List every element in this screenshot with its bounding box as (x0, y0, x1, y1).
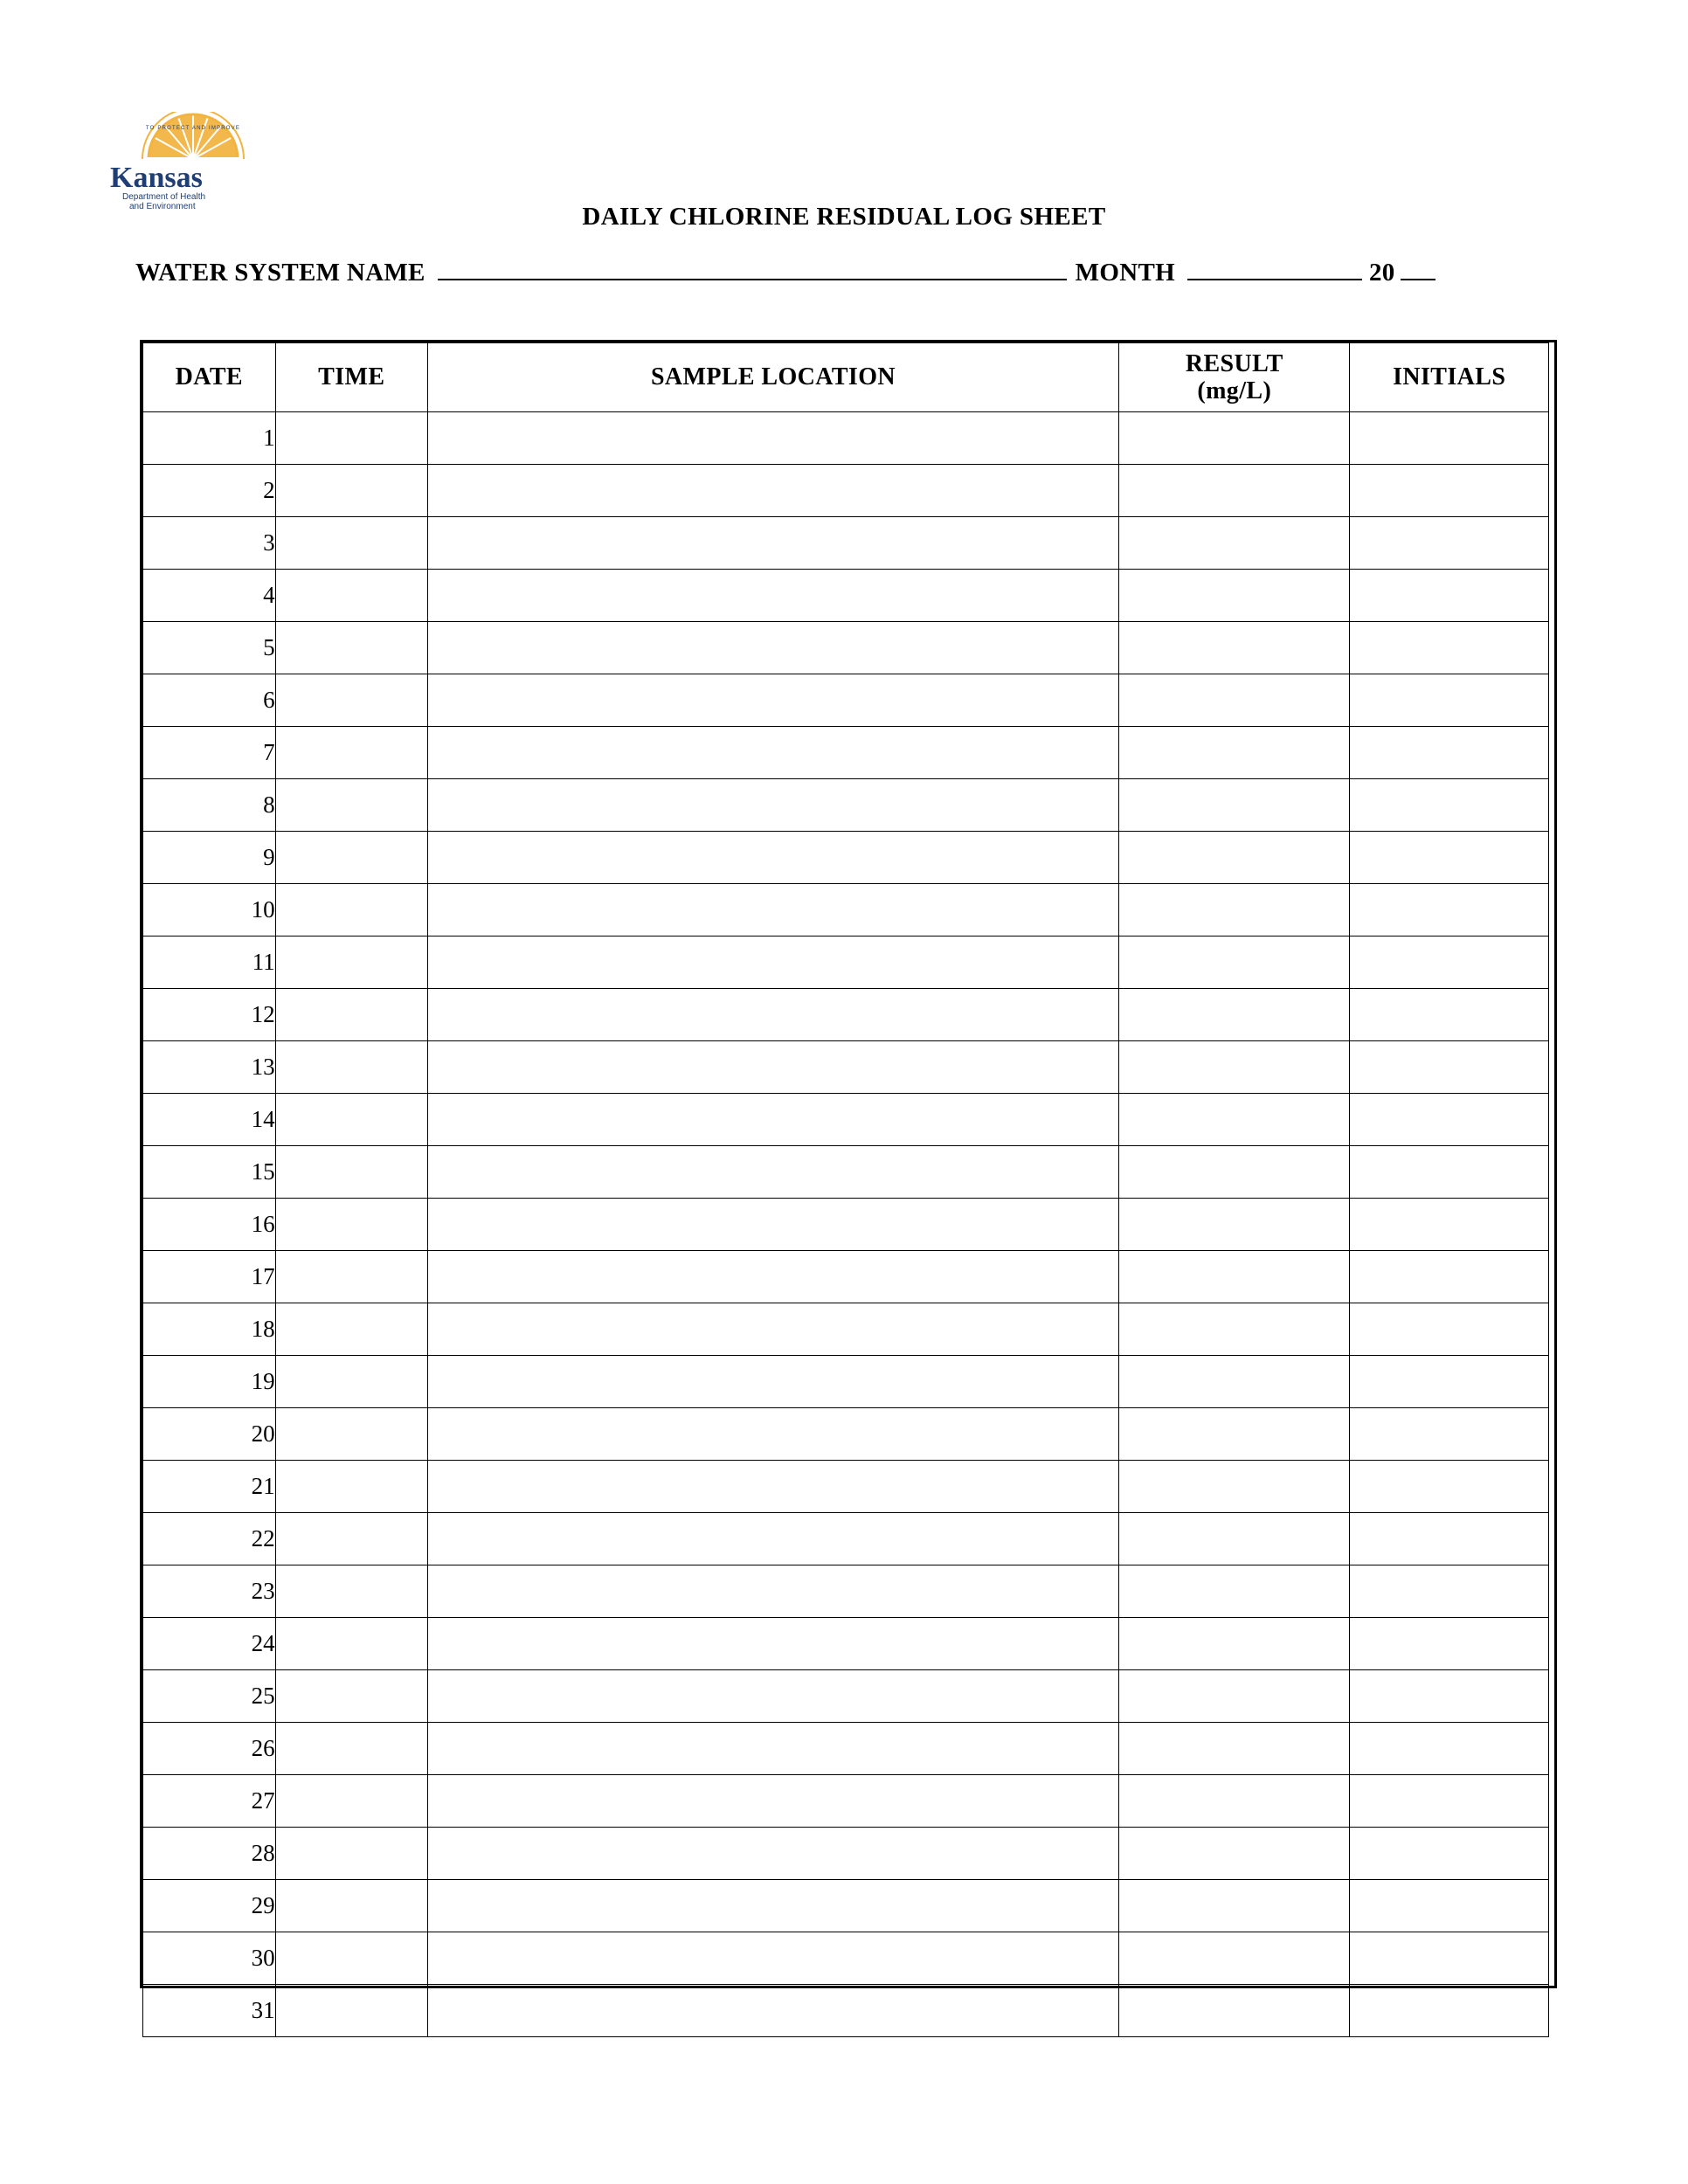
cell-sample-location[interactable] (427, 936, 1118, 989)
cell-result[interactable] (1119, 1723, 1350, 1775)
cell-time[interactable] (275, 1041, 427, 1094)
cell-initials[interactable] (1350, 1094, 1549, 1146)
cell-time[interactable] (275, 832, 427, 884)
cell-result[interactable] (1119, 1408, 1350, 1461)
cell-result[interactable] (1119, 622, 1350, 674)
cell-date: 4 (143, 570, 276, 622)
cell-initials[interactable] (1350, 1146, 1549, 1199)
table-row (143, 1461, 1549, 1513)
table-row (143, 1670, 1549, 1723)
cell-initials[interactable] (1350, 1618, 1549, 1670)
cell-initials[interactable] (1350, 832, 1549, 884)
cell-date: 11 (143, 936, 276, 989)
svg-text:Department of Health: Department of Health (122, 192, 206, 202)
water-system-name-label: WATER SYSTEM NAME (135, 259, 425, 287)
column-header-time: TIME (275, 343, 427, 412)
cell-result[interactable] (1119, 1146, 1350, 1199)
cell-sample-location[interactable] (427, 1618, 1118, 1670)
cell-result[interactable] (1119, 1513, 1350, 1565)
cell-initials[interactable] (1350, 1513, 1549, 1565)
cell-initials[interactable] (1350, 1199, 1549, 1251)
cell-sample-location[interactable] (427, 1356, 1118, 1408)
cell-initials[interactable] (1350, 570, 1549, 622)
cell-sample-location[interactable] (427, 1094, 1118, 1146)
year-prefix: 20 (1368, 259, 1395, 287)
cell-initials[interactable] (1350, 884, 1549, 936)
cell-result[interactable] (1119, 1199, 1350, 1251)
cell-initials[interactable] (1350, 1041, 1549, 1094)
cell-initials[interactable] (1350, 727, 1549, 779)
cell-initials[interactable] (1350, 1670, 1549, 1723)
cell-initials[interactable] (1350, 1303, 1549, 1356)
cell-date: 24 (143, 1618, 276, 1670)
cell-date: 3 (143, 517, 276, 570)
cell-time[interactable] (275, 1408, 427, 1461)
table-row (143, 412, 1549, 465)
chlorine-residual-log-table (142, 342, 1549, 2037)
cell-date: 8 (143, 779, 276, 832)
cell-initials[interactable] (1350, 1985, 1549, 2037)
cell-result[interactable] (1119, 779, 1350, 832)
cell-date: 22 (143, 1513, 276, 1565)
table-row (143, 1408, 1549, 1461)
cell-time[interactable] (275, 1670, 427, 1723)
cell-sample-location[interactable] (427, 1146, 1118, 1199)
cell-date: 7 (143, 727, 276, 779)
cell-sample-location[interactable] (427, 1880, 1118, 1932)
cell-date: 5 (143, 622, 276, 674)
cell-time[interactable] (275, 1775, 427, 1828)
cell-time[interactable] (275, 1146, 427, 1199)
cell-result[interactable] (1119, 1880, 1350, 1932)
cell-date: 17 (143, 1251, 276, 1303)
cell-result[interactable] (1119, 1775, 1350, 1828)
cell-sample-location[interactable] (427, 465, 1118, 517)
year-input[interactable] (1401, 278, 1435, 280)
cell-time[interactable] (275, 1828, 427, 1880)
table-row (143, 1880, 1549, 1932)
cell-date: 21 (143, 1461, 276, 1513)
table-row (143, 832, 1549, 884)
table-row (143, 1723, 1549, 1775)
table-row (143, 674, 1549, 727)
cell-time[interactable] (275, 1513, 427, 1565)
table-row (143, 1356, 1549, 1408)
cell-result[interactable] (1119, 727, 1350, 779)
cell-date: 27 (143, 1775, 276, 1828)
cell-result[interactable] (1119, 1251, 1350, 1303)
cell-result[interactable] (1119, 1618, 1350, 1670)
svg-text:and Environment: and Environment (129, 202, 196, 211)
cell-sample-location[interactable] (427, 779, 1118, 832)
cell-initials[interactable] (1350, 779, 1549, 832)
table-row (143, 1303, 1549, 1356)
cell-sample-location[interactable] (427, 1251, 1118, 1303)
table-row (143, 1618, 1549, 1670)
cell-sample-location[interactable] (427, 1985, 1118, 2037)
cell-initials[interactable] (1350, 989, 1549, 1041)
cell-initials[interactable] (1350, 1408, 1549, 1461)
month-label: MONTH (1075, 259, 1175, 287)
cell-date: 15 (143, 1146, 276, 1199)
cell-sample-location[interactable] (427, 1723, 1118, 1775)
cell-result[interactable] (1119, 1303, 1350, 1356)
cell-date: 6 (143, 674, 276, 727)
cell-time[interactable] (275, 1303, 427, 1356)
cell-time[interactable] (275, 570, 427, 622)
table-row (143, 779, 1549, 832)
cell-time[interactable] (275, 1985, 427, 2037)
cell-sample-location[interactable] (427, 884, 1118, 936)
cell-sample-location[interactable] (427, 570, 1118, 622)
table-row (143, 465, 1549, 517)
cell-sample-location[interactable] (427, 1199, 1118, 1251)
cell-time[interactable] (275, 674, 427, 727)
table-row (143, 1146, 1549, 1199)
cell-result[interactable] (1119, 1041, 1350, 1094)
cell-result[interactable] (1119, 884, 1350, 936)
cell-time[interactable] (275, 1618, 427, 1670)
svg-text:Kansas: Kansas (110, 162, 203, 194)
cell-date: 30 (143, 1932, 276, 1985)
cell-initials[interactable] (1350, 1775, 1549, 1828)
water-system-name-input[interactable] (438, 278, 1067, 280)
table-row (143, 727, 1549, 779)
cell-sample-location[interactable] (427, 1408, 1118, 1461)
cell-time[interactable] (275, 727, 427, 779)
cell-sample-location[interactable] (427, 1565, 1118, 1618)
cell-initials[interactable] (1350, 1251, 1549, 1303)
cell-sample-location[interactable] (427, 1670, 1118, 1723)
cell-result[interactable] (1119, 832, 1350, 884)
cell-result[interactable] (1119, 674, 1350, 727)
cell-time[interactable] (275, 1356, 427, 1408)
cell-initials[interactable] (1350, 1828, 1549, 1880)
cell-date: 9 (143, 832, 276, 884)
cell-initials[interactable] (1350, 1565, 1549, 1618)
cell-date: 20 (143, 1408, 276, 1461)
cell-sample-location[interactable] (427, 989, 1118, 1041)
table-row (143, 570, 1549, 622)
cell-time[interactable] (275, 779, 427, 832)
table-row (143, 1513, 1549, 1565)
cell-sample-location[interactable] (427, 1828, 1118, 1880)
cell-result[interactable] (1119, 1565, 1350, 1618)
column-header-date: DATE (143, 343, 276, 412)
cell-time[interactable] (275, 412, 427, 465)
cell-date: 2 (143, 465, 276, 517)
table-row (143, 884, 1549, 936)
column-header-sample-location: SAMPLE LOCATION (427, 343, 1118, 412)
cell-time[interactable] (275, 1723, 427, 1775)
cell-time[interactable] (275, 1880, 427, 1932)
cell-result[interactable] (1119, 1094, 1350, 1146)
cell-result[interactable] (1119, 465, 1350, 517)
cell-initials[interactable] (1350, 1461, 1549, 1513)
cell-time[interactable] (275, 1199, 427, 1251)
cell-result[interactable] (1119, 1932, 1350, 1985)
table-row (143, 1932, 1549, 1985)
table-row (143, 989, 1549, 1041)
cell-sample-location[interactable] (427, 1303, 1118, 1356)
column-header-result (1119, 343, 1350, 412)
cell-time[interactable] (275, 1251, 427, 1303)
cell-sample-location[interactable] (427, 1461, 1118, 1513)
cell-date: 19 (143, 1356, 276, 1408)
cell-initials[interactable] (1350, 412, 1549, 465)
table-row (143, 1828, 1549, 1880)
cell-date: 18 (143, 1303, 276, 1356)
column-header-result-units: (mg/L) (1197, 377, 1272, 404)
svg-text:TO PROTECT AND IMPROVE: TO PROTECT AND IMPROVE (145, 126, 241, 131)
table-row (143, 1565, 1549, 1618)
cell-sample-location[interactable] (427, 622, 1118, 674)
cell-date: 14 (143, 1094, 276, 1146)
cell-sample-location[interactable] (427, 727, 1118, 779)
table-row (143, 1251, 1549, 1303)
cell-result[interactable] (1119, 412, 1350, 465)
column-header-result-main: RESULT (1185, 349, 1283, 377)
cell-time[interactable] (275, 936, 427, 989)
cell-initials[interactable] (1350, 1356, 1549, 1408)
cell-initials[interactable] (1350, 936, 1549, 989)
cell-date: 1 (143, 412, 276, 465)
cell-initials[interactable] (1350, 1932, 1549, 1985)
table-body (143, 412, 1549, 2037)
cell-date: 16 (143, 1199, 276, 1251)
cell-result[interactable] (1119, 517, 1350, 570)
cell-date: 23 (143, 1565, 276, 1618)
cell-initials[interactable] (1350, 622, 1549, 674)
cell-time[interactable] (275, 622, 427, 674)
cell-sample-location[interactable] (427, 1932, 1118, 1985)
table-row (143, 1041, 1549, 1094)
cell-result[interactable] (1119, 1670, 1350, 1723)
cell-result[interactable] (1119, 1985, 1350, 2037)
cell-sample-location[interactable] (427, 832, 1118, 884)
table-row (143, 622, 1549, 674)
cell-result[interactable] (1119, 570, 1350, 622)
cell-date: 13 (143, 1041, 276, 1094)
header-fields (135, 259, 1551, 287)
cell-result[interactable] (1119, 1828, 1350, 1880)
cell-sample-location[interactable] (427, 517, 1118, 570)
cell-time[interactable] (275, 1932, 427, 1985)
table-row (143, 1094, 1549, 1146)
column-header-initials: INITIALS (1350, 343, 1549, 412)
cell-date: 12 (143, 989, 276, 1041)
cell-date: 10 (143, 884, 276, 936)
cell-initials[interactable] (1350, 1723, 1549, 1775)
cell-result[interactable] (1119, 1461, 1350, 1513)
cell-time[interactable] (275, 884, 427, 936)
cell-time[interactable] (275, 989, 427, 1041)
cell-initials[interactable] (1350, 674, 1549, 727)
table-row (143, 1985, 1549, 2037)
cell-result[interactable] (1119, 1356, 1350, 1408)
cell-time[interactable] (275, 1461, 427, 1513)
cell-initials[interactable] (1350, 517, 1549, 570)
cell-initials[interactable] (1350, 1880, 1549, 1932)
cell-sample-location[interactable] (427, 674, 1118, 727)
cell-sample-location[interactable] (427, 412, 1118, 465)
table-header-row (143, 343, 1549, 412)
cell-date: 31 (143, 1985, 276, 2037)
table-row (143, 517, 1549, 570)
cell-sample-location[interactable] (427, 1513, 1118, 1565)
cell-time[interactable] (275, 1094, 427, 1146)
cell-time[interactable] (275, 465, 427, 517)
table-row (143, 1199, 1549, 1251)
cell-result[interactable] (1119, 936, 1350, 989)
cell-sample-location[interactable] (427, 1041, 1118, 1094)
cell-time[interactable] (275, 1565, 427, 1618)
cell-date: 26 (143, 1723, 276, 1775)
cell-result[interactable] (1119, 989, 1350, 1041)
cell-sample-location[interactable] (427, 1775, 1118, 1828)
table-row (143, 936, 1549, 989)
page-title: DAILY CHLORINE RESIDUAL LOG SHEET (582, 203, 1106, 231)
table-row (143, 1775, 1549, 1828)
cell-initials[interactable] (1350, 465, 1549, 517)
month-input[interactable] (1187, 278, 1362, 280)
cell-date: 28 (143, 1828, 276, 1880)
cell-time[interactable] (275, 517, 427, 570)
cell-date: 29 (143, 1880, 276, 1932)
cell-date: 25 (143, 1670, 276, 1723)
